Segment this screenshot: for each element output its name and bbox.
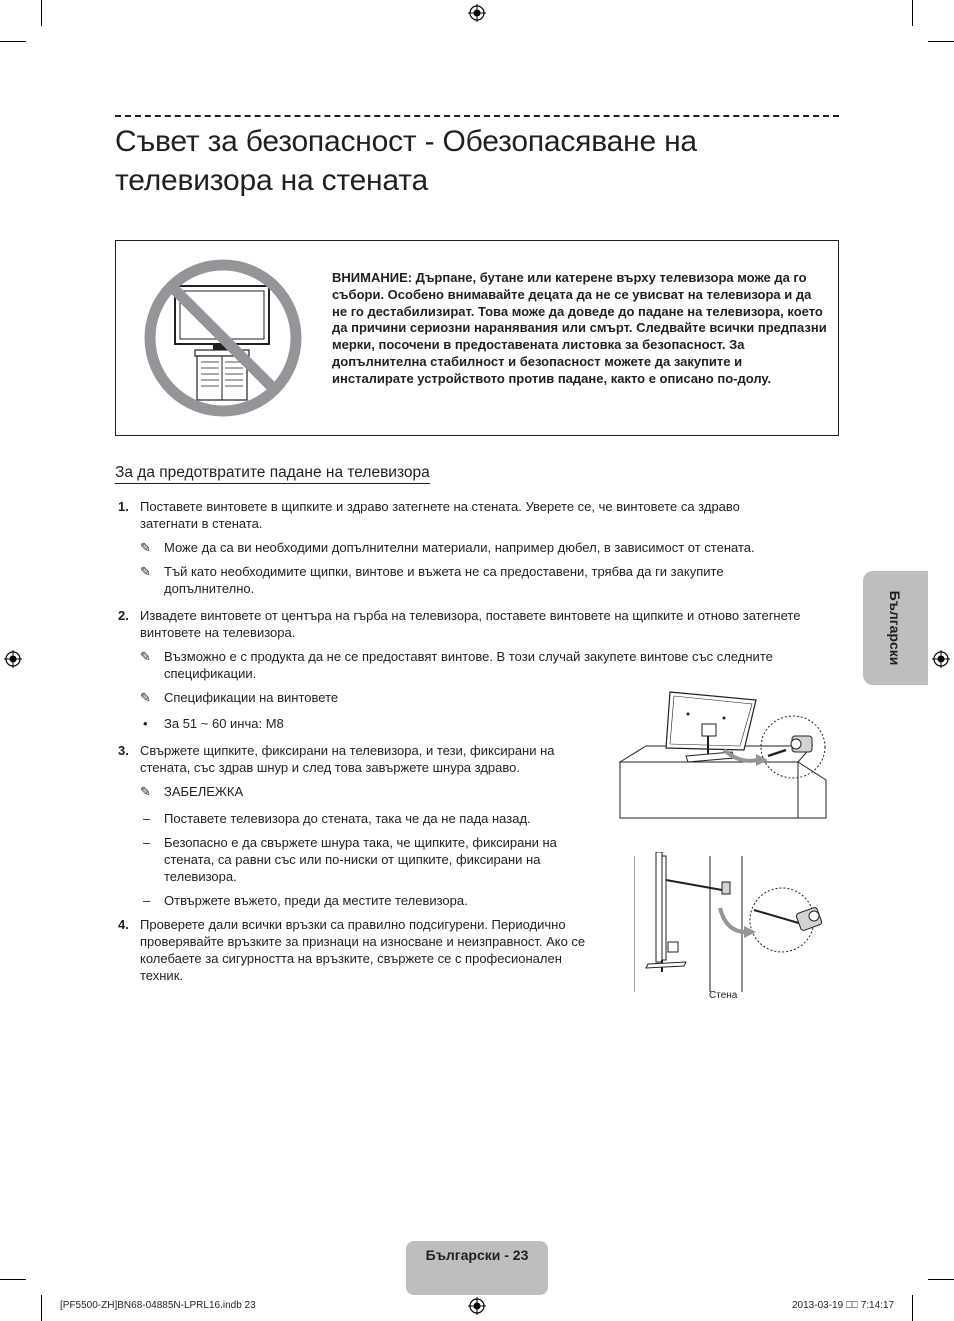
registration-mark-top <box>468 4 486 22</box>
warning-text: ВНИМАНИЕ: Дърпане, бутане или катерене върху телевизора може да го събори. Особено внимавайте децата да не се увисват на телевизора и да не го дестабилизират. Това може да доведе до падане на телевизора, което да причини сериозни наранявания или смърт. Следвайте всички предпазни мерки, посочени в предоставената листовка за безопасност. За допълнителна стабилност и безопасност можете да закупите и инсталирате устройството против падане, както е описано по-долу. <box>332 270 827 386</box>
pencil-icon: ✎ <box>140 784 151 799</box>
dash-symbol: – <box>143 893 151 908</box>
step-number: 4. <box>118 917 129 932</box>
step-number: 2. <box>118 608 129 623</box>
section-heading: За да предотвратите падане на телевизора <box>115 464 430 484</box>
registration-mark-right <box>932 650 950 668</box>
registration-mark-bottom <box>468 1297 486 1315</box>
page-number-label: Български - 23 <box>425 1247 529 1263</box>
dash-symbol: – <box>143 835 151 850</box>
side-tab-label: Български <box>887 590 903 666</box>
page-number-tab <box>406 1241 548 1295</box>
footer-timestamp: 2013-03-19 ⎕⎕ 7:14:17 <box>792 1300 895 1311</box>
step-text: Извадете винтовете от центъра на гърба на телевизора, поставете винтовете на щипките и отново затегнете винтовете на телевизора. <box>140 608 801 640</box>
pencil-icon: ✎ <box>140 540 151 555</box>
step-number: 3. <box>118 743 129 758</box>
note-label: ЗАБЕЛЕЖКА <box>164 784 244 799</box>
pencil-icon: ✎ <box>140 690 151 705</box>
dash-text: Отвържете въжето, преди да местите телевизора. <box>164 893 468 908</box>
registration-mark-left <box>4 650 22 668</box>
dash-text: Поставете телевизора до стената, така че да не пада назад. <box>164 811 531 826</box>
wall-caption: Стена <box>709 990 738 1001</box>
language-side-tab <box>863 571 928 685</box>
note-text: Спецификации на винтовете <box>164 690 339 705</box>
bullet-text: За 51 ~ 60 инча: M8 <box>164 716 284 731</box>
step-text: Проверете дали всички връзки са правилно подсигурени. Периодично проверявайте връзките за признаци на износване и неизправност. Ако се колебаете за сигурността на връзките, свържете се с професионален техник. <box>140 917 586 983</box>
tv-stand-clip-illustration <box>616 690 828 820</box>
no-climbing-tv-icon <box>141 256 305 420</box>
step-number: 1. <box>118 499 129 514</box>
tv-wall-cord-illustration <box>634 852 834 994</box>
title-divider <box>115 115 839 117</box>
dash-text: Безопасно е да свържете шнура така, че щипките, фиксирани на стената, са равни със или по-ниски от щипките, фиксирани на телевизора. <box>164 835 557 884</box>
step-text: Свържете щипките, фиксирани на телевизора, и тези, фиксирани на стената, със здрав шнур и след това завържете шнура здраво. <box>140 743 555 775</box>
step-text: Поставете винтовете в щипките и здраво затегнете на стената. Уверете се, че винтовете са здраво затегнати в стената. <box>140 499 740 531</box>
page-title: Съвет за безопасност - Обезопасяване на телевизора на стената <box>115 125 697 197</box>
note-text: Може да са ви необходими допълнителни материали, например дюбел, в зависимост от стената. <box>164 540 755 555</box>
bullet-symbol: • <box>143 716 148 731</box>
note-text: Възможно е с продукта да не се предоставят винтове. В този случай закупете винтове със следните спецификации. <box>164 649 773 681</box>
dash-symbol: – <box>143 811 151 826</box>
pencil-icon: ✎ <box>140 649 151 664</box>
note-text: Тъй като необходимите щипки, винтове и въжета не са предоставени, трябва да ги закупите допълнително. <box>164 564 724 596</box>
footer-file-info: [PF5500-ZH]BN68-04885N-LPRL16.indb 23 <box>60 1300 256 1311</box>
pencil-icon: ✎ <box>140 564 151 579</box>
